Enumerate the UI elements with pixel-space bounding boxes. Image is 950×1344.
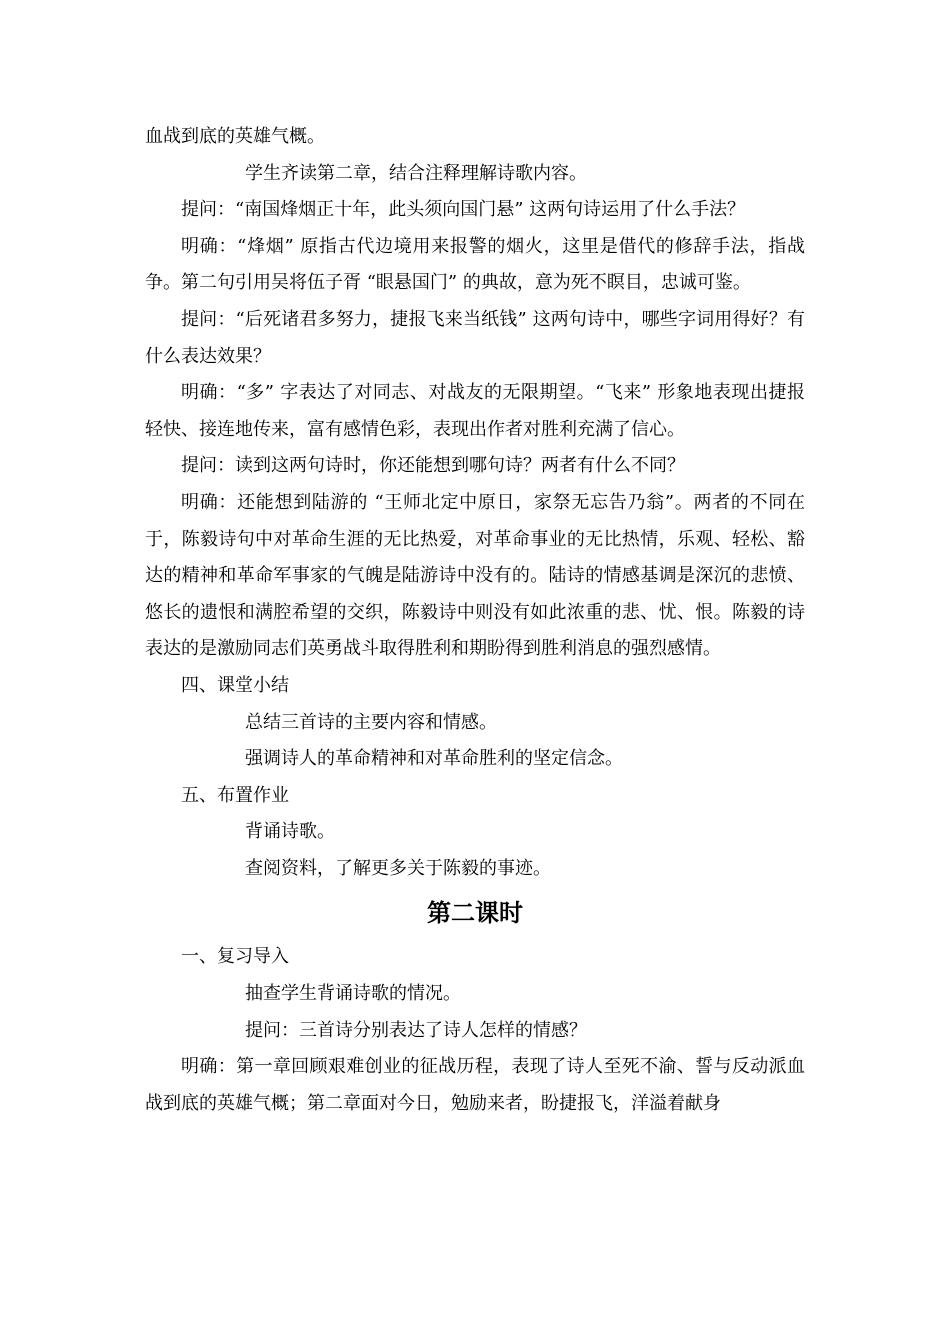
heading-homework: 五、布置作业 <box>181 784 289 806</box>
paragraph-answer-2: 明确：“多” 字表达了对同志、对战友的无限期望。“飞来” 形象地表现出捷报轻快、接连地传来，富有感情色彩，表现出作者对胜利充满了信心。 <box>145 382 805 440</box>
paragraph-summary-1: 总结三首诗的主要内容和情感。 <box>245 711 497 733</box>
paragraph-answer-3: 明确：还能想到陆游的 “王师北定中原日，家祭无忘告乃翁”。两者的不同在于，陈毅诗句中对革命生涯的无比热爱，对革命事业的无比热情，乐观、轻松、豁达的精神和革命军事家的气魄是陆游诗中没有的。陆诗的情感基调是深沉的悲愤、悠长的遗恨和满腔希望的交织，陈毅诗中则没有如此浓重的悲、忧、恨。陈毅的诗表达的是激励同志们英勇战斗取得胜利和期盼得到胜利消息的强烈感情。 <box>145 491 805 660</box>
paragraph-summary-2: 强调诗人的革命精神和对革命胜利的坚定信念。 <box>245 748 623 770</box>
paragraph-question-1: 提问：“南国烽烟正十年，此头须向国门悬” 这两句诗运用了什么手法？ <box>181 199 746 221</box>
paragraph-answer-1: 明确：“烽烟” 原指古代边境用来报警的烟火，这里是借代的修辞手法，指战争。第二句引用吴将伍子胥 “眼悬国门” 的典故，意为死不瞑目，忠诚可鉴。 <box>145 235 805 294</box>
heading-class-summary: 四、课堂小结 <box>181 674 289 696</box>
paragraph-continuation: 血战到底的英雄气概。 <box>145 126 325 147</box>
heading-review: 一、复习导入 <box>181 946 289 968</box>
paragraph-homework-1: 背诵诗歌。 <box>245 821 335 843</box>
document-body <box>145 119 805 1122</box>
paragraph-review-1: 抽查学生背诵诗歌的情况。 <box>245 983 461 1005</box>
paragraph-review-question: 提问：三首诗分别表达了诗人怎样的情感？ <box>245 1019 587 1041</box>
paragraph-homework-2: 查阅资料，了解更多关于陈毅的事迹。 <box>245 857 551 879</box>
paragraph-question-3: 提问：读到这两句诗时，你还能想到哪句诗？两者有什么不同？ <box>181 455 685 477</box>
paragraph-question-2: 提问：“后死诸君多努力，捷报飞来当纸钱” 这两句诗中，哪些字词用得好？有什么表达效果？ <box>145 308 805 367</box>
paragraph-review-answer: 明确：第一章回顾艰难创业的征战历程，表现了诗人至死不渝、誓与反动派血战到底的英雄气概；第二章面对今日，勉励来者，盼捷报飞，洋溢着献身 <box>145 1056 805 1114</box>
paragraph-read-chapter: 学生齐读第二章，结合注释理解诗歌内容。 <box>245 162 587 184</box>
section-title: 第二课时 <box>427 899 523 928</box>
